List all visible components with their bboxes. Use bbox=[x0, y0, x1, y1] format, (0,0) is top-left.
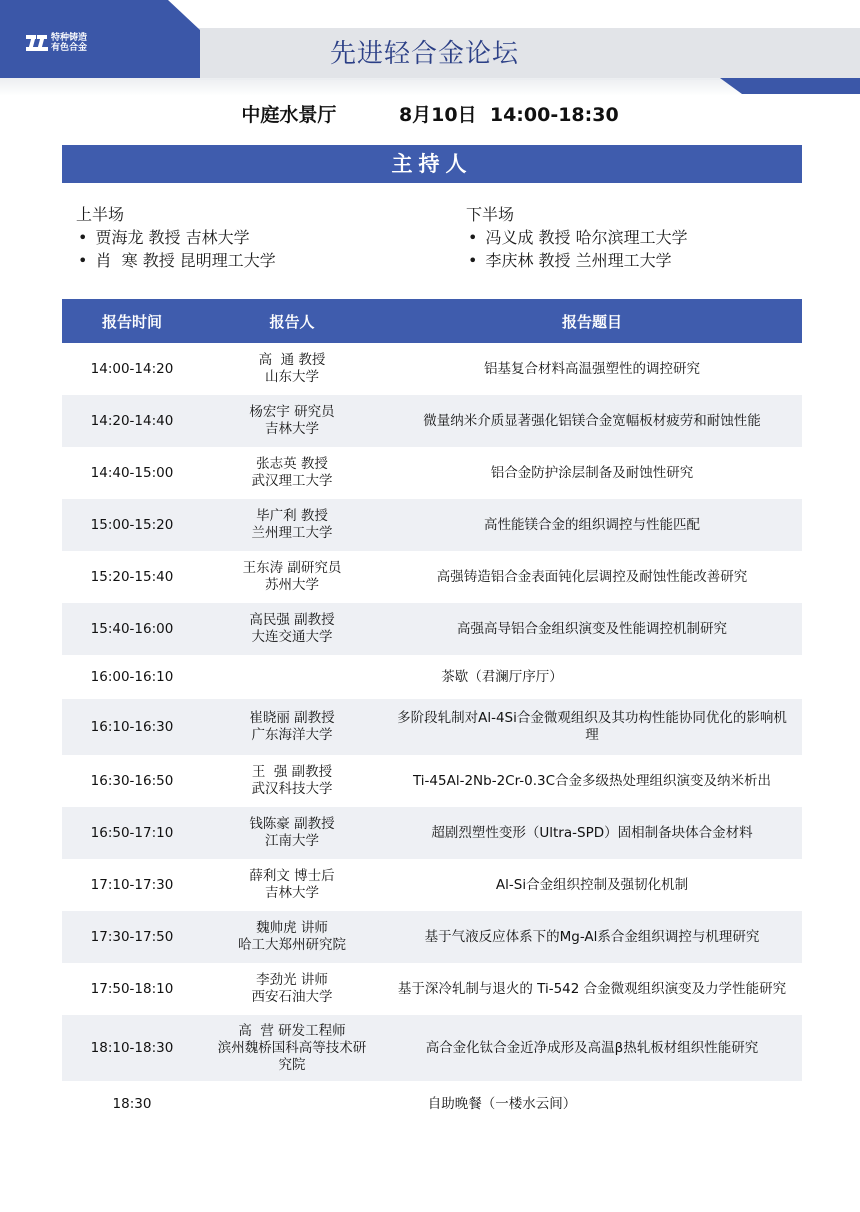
break-label: 茶歇（君澜厅序厅） bbox=[441, 668, 563, 685]
table-row bbox=[62, 699, 802, 755]
row-time: 15:40-16:00 bbox=[90, 620, 174, 637]
speaker-name: 毕广利 教授 bbox=[256, 508, 328, 524]
speaker-affiliation: 武汉理工大学 bbox=[251, 473, 333, 489]
table-row-break bbox=[62, 1081, 802, 1127]
table-row-break bbox=[62, 655, 802, 699]
row-title: 高性能镁合金的组织调控与性能匹配 bbox=[484, 516, 700, 533]
speaker-name: 薛利文 博士后 bbox=[249, 868, 335, 884]
venue-line bbox=[0, 100, 860, 127]
speaker-affiliation: 广东海洋大学 bbox=[251, 727, 333, 743]
row-speaker bbox=[202, 404, 382, 438]
row-time: 16:10-16:30 bbox=[90, 718, 174, 735]
speaker-name: 崔晓丽 副教授 bbox=[249, 710, 335, 726]
host-item: • 贾海龙 教授 吉林大学 bbox=[76, 226, 276, 249]
speaker-affiliation: 山东大学 bbox=[265, 369, 319, 385]
hosts-first-half bbox=[76, 203, 276, 272]
row-title: 铝基复合材料高温强塑性的调控研究 bbox=[484, 360, 700, 377]
row-time: 14:40-15:00 bbox=[90, 464, 174, 481]
hosts-first-half-label: 上半场 bbox=[76, 205, 125, 224]
row-speaker bbox=[202, 352, 382, 386]
row-speaker bbox=[202, 612, 382, 646]
row-time: 18:10-18:30 bbox=[90, 1039, 174, 1056]
hosts-second-half bbox=[466, 203, 688, 272]
row-speaker bbox=[202, 816, 382, 850]
column-header-time: 报告时间 bbox=[101, 312, 162, 331]
row-time: 15:00-15:20 bbox=[90, 516, 174, 533]
speaker-name: 钱陈豪 副教授 bbox=[249, 816, 335, 832]
row-time: 15:20-15:40 bbox=[90, 568, 174, 585]
row-speaker bbox=[202, 1023, 382, 1074]
host-item: • 冯义成 教授 哈尔滨理工大学 bbox=[466, 226, 688, 249]
row-time: 14:20-14:40 bbox=[90, 412, 174, 429]
row-speaker bbox=[202, 868, 382, 902]
table-row bbox=[62, 343, 802, 395]
row-title: 微量纳米介质显著强化铝镁合金宽幅板材疲劳和耐蚀性能 bbox=[423, 412, 761, 429]
table-header bbox=[62, 299, 802, 343]
venue-datetime: 8月10日 14:00-18:30 bbox=[398, 104, 619, 126]
row-speaker bbox=[202, 710, 382, 744]
host-item: • 李庆林 教授 兰州理工大学 bbox=[466, 249, 688, 272]
hosts-second-half-label: 下半场 bbox=[466, 205, 515, 224]
row-time: 16:30-16:50 bbox=[90, 772, 174, 789]
table-row bbox=[62, 963, 802, 1015]
speaker-name: 高民强 副教授 bbox=[249, 612, 335, 628]
table-row bbox=[62, 551, 802, 603]
row-title: 高强高导铝合金组织演变及性能调控机制研究 bbox=[457, 620, 727, 637]
logo-mark-icon bbox=[26, 33, 48, 53]
page-title: 先进轻合金论坛 bbox=[330, 39, 520, 69]
table-row bbox=[62, 447, 802, 499]
break-label: 自助晚餐（一楼水云间） bbox=[427, 1095, 577, 1112]
row-speaker bbox=[202, 508, 382, 542]
row-title: 高合金化钛合金近净成形及高温β热轧板材组织性能研究 bbox=[425, 1039, 759, 1056]
table-row bbox=[62, 807, 802, 859]
logo-text: 特种铸造 有色合金 bbox=[51, 33, 88, 53]
table-row bbox=[62, 859, 802, 911]
speaker-affiliation: 西安石油大学 bbox=[251, 989, 333, 1005]
table-row bbox=[62, 1015, 802, 1081]
row-title: 高强铸造铝合金表面钝化层调控及耐蚀性能改善研究 bbox=[436, 568, 748, 585]
speaker-name: 杨宏宇 研究员 bbox=[249, 404, 335, 420]
row-time: 14:00-14:20 bbox=[90, 360, 174, 377]
speaker-name: 李劲光 讲师 bbox=[256, 972, 328, 988]
speaker-affiliation: 兰州理工大学 bbox=[251, 525, 333, 541]
speaker-name: 魏帅虎 讲师 bbox=[256, 920, 328, 936]
row-title: 铝合金防护涂层制备及耐蚀性研究 bbox=[490, 464, 694, 481]
organizer-logo bbox=[26, 30, 106, 56]
row-time: 18:30 bbox=[112, 1095, 152, 1112]
row-time: 17:10-17:30 bbox=[90, 876, 174, 893]
row-speaker bbox=[202, 764, 382, 798]
speaker-affiliation: 吉林大学 bbox=[265, 885, 319, 901]
row-time: 16:00-16:10 bbox=[90, 668, 174, 685]
venue-name: 中庭水景厅 bbox=[241, 104, 337, 126]
row-title: 多阶段轧制对Al-4Si合金微观组织及其功构性能协同优化的影响机理 bbox=[397, 710, 787, 743]
hosts-section-bar: 主持人 bbox=[62, 145, 802, 183]
row-title: 基于气液反应体系下的Mg-Al系合金组织调控与机理研究 bbox=[424, 928, 760, 945]
row-speaker bbox=[202, 456, 382, 490]
speaker-name: 高 通 教授 bbox=[258, 352, 326, 368]
speaker-affiliation: 滨州魏桥国科高等技术研究院 bbox=[217, 1039, 367, 1073]
row-speaker bbox=[202, 920, 382, 954]
row-title: 超剧烈塑性变形（Ultra-SPD）固相制备块体合金材料 bbox=[431, 824, 753, 841]
host-item: • 肖 寒 教授 昆明理工大学 bbox=[76, 249, 276, 272]
speaker-name: 王 强 副教授 bbox=[251, 764, 333, 780]
schedule-table bbox=[62, 299, 802, 1127]
table-row bbox=[62, 603, 802, 655]
table-row bbox=[62, 755, 802, 807]
row-time: 17:30-17:50 bbox=[90, 928, 174, 945]
speaker-affiliation: 大连交通大学 bbox=[251, 629, 333, 645]
speaker-affiliation: 武汉科技大学 bbox=[251, 781, 333, 797]
speaker-affiliation: 江南大学 bbox=[265, 833, 319, 849]
table-row bbox=[62, 499, 802, 551]
header-right-accent bbox=[720, 78, 860, 94]
row-title: Ti-45Al-2Nb-2Cr-0.3C合金多级热处理组织演变及纳米析出 bbox=[412, 772, 772, 789]
speaker-affiliation: 苏州大学 bbox=[265, 577, 319, 593]
column-header-speaker: 报告人 bbox=[269, 312, 315, 331]
row-title: Al-Si合金组织控制及强韧化机制 bbox=[495, 876, 689, 893]
row-speaker bbox=[202, 560, 382, 594]
speaker-affiliation: 哈工大郑州研究院 bbox=[238, 937, 346, 953]
table-row bbox=[62, 395, 802, 447]
table-row bbox=[62, 911, 802, 963]
column-header-title: 报告题目 bbox=[561, 312, 622, 331]
row-title: 基于深冷轧制与退火的 Ti-542 合金微观组织演变及力学性能研究 bbox=[397, 980, 787, 997]
speaker-name: 高 营 研发工程师 bbox=[238, 1022, 346, 1039]
row-speaker bbox=[202, 972, 382, 1006]
row-time: 16:50-17:10 bbox=[90, 824, 174, 841]
speaker-name: 张志英 教授 bbox=[256, 456, 328, 472]
speaker-affiliation: 吉林大学 bbox=[265, 421, 319, 437]
row-time: 17:50-18:10 bbox=[90, 980, 174, 997]
speaker-name: 王东涛 副研究员 bbox=[242, 560, 342, 576]
